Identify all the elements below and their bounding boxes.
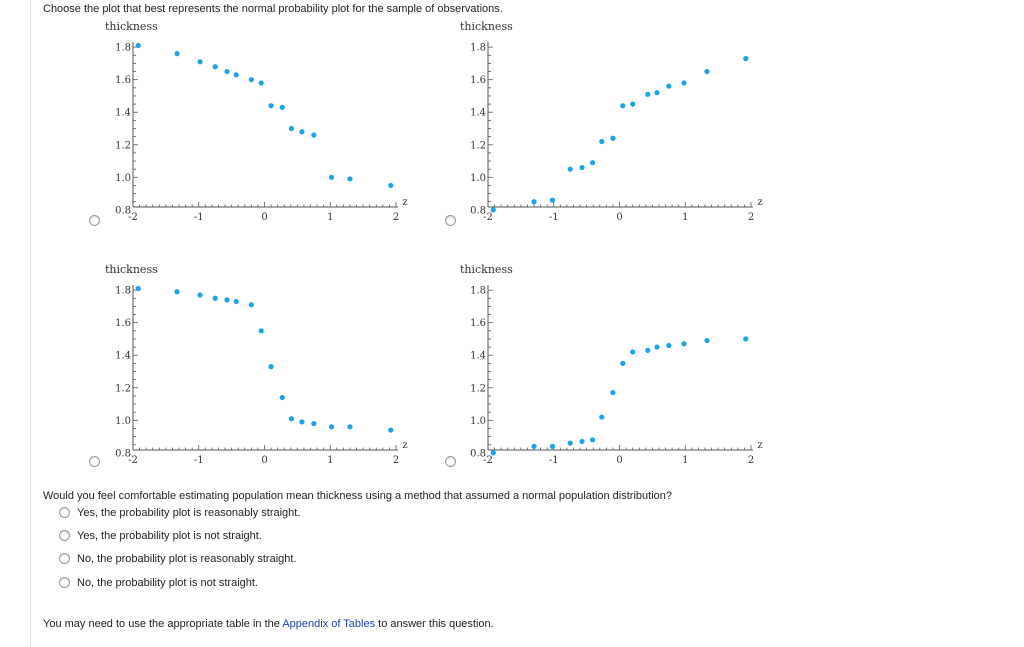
- data-point: [299, 419, 304, 424]
- y-axis-label: thickness: [105, 263, 158, 276]
- answer-radio-2[interactable]: [59, 530, 70, 541]
- data-point: [681, 341, 686, 346]
- x-axis-label: z: [757, 197, 763, 208]
- data-point: [654, 90, 659, 95]
- data-point: [280, 105, 285, 110]
- plot-option-1: [100, 18, 440, 233]
- help-note: [43, 618, 494, 630]
- data-point: [234, 299, 239, 304]
- plot-svg: [100, 18, 440, 233]
- data-point: [590, 437, 595, 442]
- data-point: [590, 160, 595, 165]
- data-point: [289, 416, 294, 421]
- data-point: [568, 441, 573, 446]
- data-point: [681, 80, 686, 85]
- answer-radio-4[interactable]: [59, 577, 70, 588]
- content-border: [30, 0, 31, 647]
- data-point: [550, 198, 555, 203]
- data-point: [599, 414, 604, 419]
- y-tick-label: 0.8: [470, 205, 486, 217]
- plot-radio-3[interactable]: [89, 456, 100, 467]
- data-point: [259, 328, 264, 333]
- data-point: [268, 103, 273, 108]
- data-point: [654, 344, 659, 349]
- y-tick-label: 1.0: [470, 172, 486, 184]
- data-point: [491, 207, 496, 212]
- x-tick-label: -1: [548, 455, 559, 466]
- x-tick-label: -1: [193, 455, 204, 466]
- data-point: [630, 349, 635, 354]
- y-tick-label: 0.8: [115, 448, 131, 460]
- x-axis-label: z: [402, 197, 408, 208]
- data-point: [329, 175, 334, 180]
- answer-option-2[interactable]: [59, 530, 262, 544]
- y-tick-label: 1.2: [115, 383, 131, 395]
- x-tick-label: -1: [193, 212, 204, 223]
- plot-svg: [455, 18, 795, 233]
- data-point: [197, 292, 202, 297]
- data-point: [136, 286, 141, 291]
- x-tick-label: -2: [128, 455, 138, 466]
- data-point: [174, 289, 179, 294]
- data-point: [234, 72, 239, 77]
- answer-label-1: Yes, the probability plot is reasonably straight.: [77, 507, 301, 520]
- y-tick-label: 1.6: [115, 318, 131, 330]
- answer-option-4[interactable]: [59, 577, 258, 591]
- x-tick-label: 1: [682, 455, 689, 466]
- note-prefix: You may need to use the appropriate table in the: [43, 618, 283, 630]
- plot-option-4: [455, 261, 795, 476]
- data-point: [620, 361, 625, 366]
- y-tick-label: 1.6: [470, 75, 486, 87]
- y-tick-label: 1.8: [470, 42, 486, 54]
- data-point: [610, 136, 615, 141]
- y-tick-label: 1.8: [470, 285, 486, 297]
- x-tick-label: 0: [616, 212, 623, 223]
- question-text: Choose the plot that best represents the normal probability plot for the sample of observations.: [43, 3, 503, 15]
- data-point: [645, 348, 650, 353]
- y-tick-label: 0.8: [115, 205, 131, 217]
- data-point: [329, 424, 334, 429]
- plot-option-2: [455, 18, 795, 233]
- y-tick-label: 1.4: [115, 107, 131, 119]
- answer-label-2: Yes, the probability plot is not straight.: [77, 530, 262, 543]
- x-tick-label: -1: [548, 212, 559, 223]
- appendix-link[interactable]: Appendix of Tables: [282, 618, 376, 630]
- answer-option-1[interactable]: [59, 507, 300, 521]
- data-point: [579, 165, 584, 170]
- question-2-text: Would you feel comfortable estimating population mean thickness using a method that assumed a normal population distribution?: [43, 490, 672, 502]
- x-axis-label: z: [402, 440, 408, 451]
- data-point: [388, 427, 393, 432]
- data-point: [630, 101, 635, 106]
- data-point: [568, 167, 573, 172]
- y-axis-label: thickness: [460, 20, 513, 33]
- plot-radio-2[interactable]: [445, 215, 456, 226]
- x-tick-label: 2: [747, 455, 755, 466]
- data-point: [645, 92, 650, 97]
- y-tick-label: 1.0: [115, 415, 131, 427]
- x-axis-label: z: [757, 440, 763, 451]
- plot-option-3: [100, 261, 440, 476]
- y-tick-label: 1.8: [115, 285, 131, 297]
- x-tick-label: -2: [483, 212, 493, 223]
- y-tick-label: 1.2: [470, 140, 486, 152]
- data-point: [531, 444, 536, 449]
- plot-radio-4[interactable]: [445, 456, 456, 467]
- data-point: [174, 51, 179, 56]
- answer-label-3: No, the probability plot is reasonably straight.: [77, 553, 297, 566]
- data-point: [491, 450, 496, 455]
- answer-option-3[interactable]: [59, 553, 297, 567]
- x-tick-label: 0: [261, 212, 268, 223]
- data-point: [224, 69, 229, 74]
- data-point: [280, 395, 285, 400]
- data-point: [743, 56, 748, 61]
- y-axis-label: thickness: [460, 263, 513, 276]
- answer-label-4: No, the probability plot is not straight.: [77, 577, 258, 590]
- x-tick-label: 0: [261, 455, 268, 466]
- data-point: [224, 297, 229, 302]
- data-point: [666, 343, 671, 348]
- data-point: [620, 103, 625, 108]
- plot-svg: [455, 261, 795, 476]
- data-point: [213, 296, 218, 301]
- data-point: [347, 176, 352, 181]
- data-point: [259, 80, 264, 85]
- y-axis-label: thickness: [105, 20, 158, 33]
- x-tick-label: 1: [327, 455, 334, 466]
- data-point: [299, 129, 304, 134]
- data-point: [388, 183, 393, 188]
- data-point: [136, 43, 141, 48]
- y-tick-label: 0.8: [470, 448, 486, 460]
- x-tick-label: 2: [392, 212, 400, 223]
- data-point: [610, 390, 615, 395]
- y-tick-label: 1.4: [470, 107, 486, 119]
- data-point: [249, 77, 254, 82]
- y-tick-label: 1.6: [470, 318, 486, 330]
- data-point: [743, 336, 748, 341]
- data-point: [249, 302, 254, 307]
- plot-svg: [100, 261, 440, 476]
- y-tick-label: 1.6: [115, 75, 131, 87]
- data-point: [197, 59, 202, 64]
- y-tick-label: 1.2: [470, 383, 486, 395]
- y-tick-label: 1.4: [470, 350, 486, 362]
- data-point: [531, 199, 536, 204]
- x-tick-label: 1: [327, 212, 334, 223]
- data-point: [347, 424, 352, 429]
- data-point: [213, 64, 218, 69]
- answer-radio-1[interactable]: [59, 507, 70, 518]
- data-point: [579, 439, 584, 444]
- data-point: [289, 126, 294, 131]
- y-tick-label: 1.2: [115, 140, 131, 152]
- x-tick-label: -2: [128, 212, 138, 223]
- plot-radio-1[interactable]: [89, 215, 100, 226]
- note-suffix: to answer this question.: [375, 618, 494, 630]
- y-tick-label: 1.4: [115, 350, 131, 362]
- x-tick-label: 2: [392, 455, 400, 466]
- y-tick-label: 1.8: [115, 42, 131, 54]
- data-point: [704, 69, 709, 74]
- x-tick-label: 2: [747, 212, 755, 223]
- y-tick-label: 1.0: [115, 172, 131, 184]
- data-point: [311, 132, 316, 137]
- data-point: [550, 444, 555, 449]
- data-point: [311, 421, 316, 426]
- x-tick-label: -2: [483, 455, 493, 466]
- answer-radio-3[interactable]: [59, 553, 70, 564]
- x-tick-label: 1: [682, 212, 689, 223]
- data-point: [704, 338, 709, 343]
- data-point: [666, 84, 671, 89]
- y-tick-label: 1.0: [470, 415, 486, 427]
- data-point: [268, 364, 273, 369]
- data-point: [599, 139, 604, 144]
- x-tick-label: 0: [616, 455, 623, 466]
